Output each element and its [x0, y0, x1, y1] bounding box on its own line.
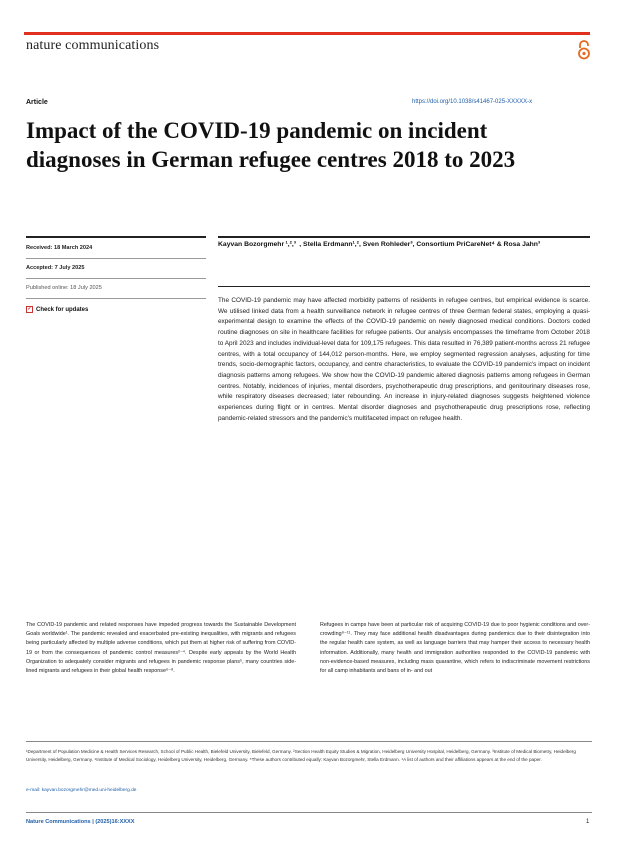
meta-divider-2 [26, 278, 206, 279]
published-date: Published online: 18 July 2025 [26, 285, 102, 291]
article-title: Impact of the COVID-19 pandemic on incident diagnoses in German refugee centres 2018 to 2023 [26, 118, 516, 172]
abstract-rule [218, 286, 590, 287]
accepted-date: Accepted: 7 July 2025 [26, 265, 85, 271]
body-text-right-column: Refugees in camps have been at particular risk of acquiring COVID-19 due to poor hygienic conditions and over-crowding⁹⁻¹¹. They may face additional health disadvantages during pandemics due to their disintegration into the regular health care system, as well as language barriers that may hamper their access to necessary health information. Additionally, many health and immigration authorities responded to the COVID-19 pandemic with non-evidence-based measures, including mass quarantine, which refers to indiscriminate movement restrictions for all camp inhabitants and bans of in- and out [320, 622, 590, 675]
corresponding-email[interactable]: e-mail: kayvan.bozorgmehr@med.uni-heidelberg.de [26, 788, 137, 793]
meta-divider-3 [26, 298, 206, 299]
journal-citation: Nature Communications | (2025)16:XXXX [26, 819, 135, 825]
meta-divider-1 [26, 258, 206, 259]
abstract: The COVID-19 pandemic may have affected morbidity patterns of residents in refugee centres, but empirical evidence is scarce. We utilised linked data from a health surveillance network in refugee centres of three German federal states, employing a quasi-experimental design to examine the effects of the COVID-19 pandemic on newly diagnosed medical conditions. Doctors coded routine diagnoses on site in healthcare facilities for refugee patients. Our analysis encompasses the timeframe from October 2018 to April 2023 and includes individual-level data for 109,175 refugees. This data resulted in 76,389 patient-months across 21 refugee centres, with a total occupancy of 144,012 person-months. Here, we employ segmented regression analyses, adjusting for time trends, socio-demographic factors, occupancy, and centre characteristics, to evaluate the COVID-19 pandemic's impact on incident diagnosis patterns among refugees. We show how the COVID-19 pandemic altered diagnosis patterns among refugees in German centres. Notably, incidences of injuries, mental disorders, psychotherapeutic drug prescriptions, and genitourinary diseases rose, while respiratory diseases decreased; later rebounding. An increase in injury-related diagnoses suggests heightened violence experiences during flight or in centres. Mental disorder diagnoses and psychotherapeutic drug prescriptions rose, reflecting pandemic-related stressors and the pandemic's multifaceted impact on refugee health. [218, 297, 590, 422]
authors-rule-top [218, 236, 590, 238]
check-for-updates-button[interactable] [26, 306, 88, 313]
doi-link[interactable]: https://doi.org/10.1038/s41467-025-XXXXX-x [412, 99, 533, 105]
affiliations: ¹Department of Population Medicine & Health Services Research, School of Public Health, Bielefeld University, Bielefeld, Germany. ²Section Health Equity Studies & Migration, Heidelberg University Hospital, Heidelberg, Germany. ³Institute of Medical Biometry, Heidelberg University, Heidelberg, Germany. ⁴Institute of Medical Sociology, Heidelberg University, Heidelberg, Germany. ⁵These authors contributed equally: Kayvan Bozorgmehr, Stella Erdmann. ⁴A list of authors and their affiliations appears at the end of the paper. [26, 749, 576, 762]
article-type: Article [26, 99, 48, 106]
journal-header-bar [24, 32, 590, 35]
author-list: Kayvan Bozorgmehr ¹,²,³ , Stella Erdmann¹,², Sven Rohleder³, Consortium PriCareNet⁴ & Rosa Jahn³ [218, 241, 541, 248]
meta-rule-top [26, 236, 206, 238]
page-number: 1 [586, 819, 590, 825]
footer-rule [26, 812, 592, 813]
open-access-icon [577, 40, 591, 60]
check-updates-icon: ✓ [27, 306, 32, 312]
footnote-rule [26, 741, 592, 742]
check-updates-label: Check for updates [36, 306, 89, 313]
received-date: Received: 18 March 2024 [26, 245, 93, 251]
body-text-left-column: The COVID-19 pandemic and related responses have impeded progress towards the Sustainable Development Goals worldwide¹. The pandemic revealed and exacerbated pre-existing inequalities, with migrants and refugees being particularly affected by multiple adverse conditions, which put them at higher risk of suffering from COVID-19 or from the consequences of pandemic control measures²⁻⁴. Despite early appeals by the World Health Organization to adequately consider migrants and refugees in pandemic response plans⁵, many countries side-lined migrants and refugees in their global health response⁶⁻⁸. [26, 622, 296, 675]
journal-name[interactable]: nature communications [26, 38, 160, 53]
